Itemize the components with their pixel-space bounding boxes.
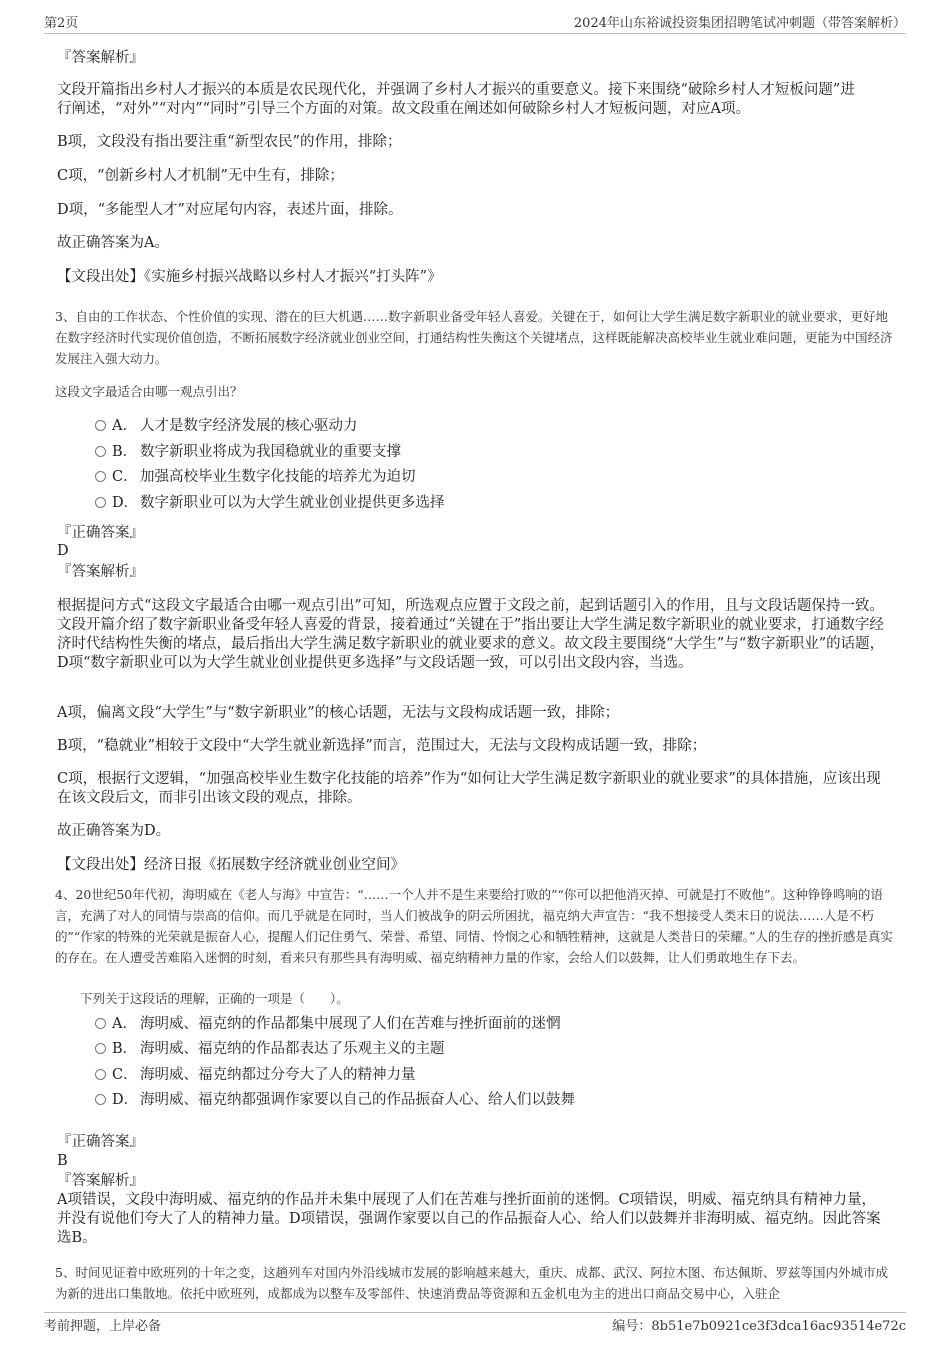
- q5-stem: 5、时间见证着中欧班列的十年之变，这趟列车对国内外沿线城市发展的影响越来越大，重庆、成都、武汉、阿拉木图、布达佩斯、罗兹等国内外城市成为新的进出口集散地。依托中欧班列，成都成为以整车及零部件、快速消费品等资源和五金机电为主的进出口商品交易中心，入驻企: [55, 1265, 888, 1301]
- q4-analysis-p1: A项错误，文段中海明威、福克纳的作品并未集中展现了人们在苦难与挫折面前的迷惘。C项错误，明威、福克纳具有精神力量，并没有说他们夸大了人的精神力量。D项错误，强调作家要以自己的作品振奋人心、给人们以鼓舞并非海明威、福克纳。因此答案选B。: [57, 1192, 881, 1246]
- q2-analysis-p1: 文段开篇指出乡村人才振兴的本质是农民现代化，并强调了乡村人才振兴的重要意义。接下来围绕“破除乡村人才短板问题”进行阐述，“对外”“对内”“同时”引导三个方面的对策。故文段重在阐述如何破除乡村人才短板问题，对应A项。: [57, 82, 855, 117]
- q4-question: 下列关于这段话的理解，正确的一项是（ ）。: [80, 991, 349, 1006]
- q2-source: 【文段出处】《实施乡村振兴战略以乡村人才振兴“打头阵”》: [57, 269, 442, 285]
- q3-option-c[interactable]: C． 加强高校毕业生数字化技能的培养尤为迫切: [95, 467, 416, 487]
- page-number: 第2页: [44, 16, 79, 31]
- header-divider: [44, 33, 906, 34]
- q2-analysis-label: 『答案解析』: [57, 50, 144, 66]
- document-code: 编号：8b51e7b0921ce3f3dca16ac93514e72c: [612, 1319, 906, 1334]
- radio-icon[interactable]: [95, 1018, 106, 1029]
- q4-answer-label: 『正确答案』: [57, 1134, 144, 1150]
- footer-divider: [44, 1312, 906, 1313]
- q3-stem: 3、自由的工作状态、个性价值的实现、潜在的巨大机遇……数字新职业备受年轻人喜爱。关键在于，如何让大学生满足数字新职业的就业要求，更好地在数字经济时代实现价值创造，不断拓展数字经济就业创业空间，打通结构性失衡这个关键堵点，这样既能解决高校毕业生就业难问题，更能为中国经济发展注入强大动力。: [55, 309, 893, 366]
- radio-icon[interactable]: [95, 1069, 106, 1080]
- radio-icon[interactable]: [95, 446, 106, 457]
- q3-question: 这段文字最适合由哪一观点引出？: [55, 384, 243, 399]
- q3-analysis-p1: 根据提问方式“这段文字最适合由哪一观点引出”可知，所选观点应置于文段之前，起到话题引入的作用，且与文段话题保持一致。文段开篇介绍了数字新职业备受年轻人喜爱的背景，接着通过“关键在于”指出要让大学生满足数字新职业的就业要求，打通数字经济时代结构性失衡的堵点，最后指出大学生满足数字新职业的就业要求的意义。故文段主要围绕“大学生”与“数字新职业”的话题，D项“数字新职业可以为大学生就业创业提供更多选择”与文段话题一致，可以引出文段内容，当选。: [57, 598, 885, 671]
- q3-analysis-p4: C项，根据行文逻辑，“加强高校毕业生数字化技能的培养”作为“如何让大学生满足数字新职业的就业要求”的具体措施，应该出现在该文段后文，而非引出该文段的观点，排除。: [57, 771, 881, 806]
- q3-answer: D: [57, 543, 69, 559]
- page-footer: [44, 1315, 906, 1334]
- q4-answer: B: [57, 1153, 68, 1169]
- q3-option-a[interactable]: A． 人才是数字经济发展的核心驱动力: [95, 416, 358, 436]
- q4-option-b[interactable]: B． 海明威、福克纳的作品都表达了乐观主义的主题: [95, 1039, 445, 1059]
- radio-icon[interactable]: [95, 420, 106, 431]
- q2-analysis-p3: C项，“创新乡村人才机制”无中生有，排除；: [57, 168, 344, 184]
- q3-analysis-p3: B项，“稳就业”相较于文段中“大学生就业新选择”而言，范围过大，无法与文段构成话题一致，排除；: [57, 738, 707, 754]
- q3-analysis-label: 『答案解析』: [57, 564, 144, 580]
- q2-analysis-conclusion: 故正确答案为A。: [57, 235, 169, 251]
- radio-icon[interactable]: [95, 497, 106, 508]
- q4-option-a[interactable]: A． 海明威、福克纳的作品都集中展现了人们在苦难与挫折面前的迷惘: [95, 1014, 561, 1034]
- q3-analysis-conclusion: 故正确答案为D。: [57, 823, 171, 839]
- q2-analysis-p2: B项，文段没有指出要注重“新型农民”的作用，排除；: [57, 134, 402, 150]
- q3-source: 【文段出处】经济日报《拓展数字经济就业创业空间》: [57, 857, 405, 873]
- document-title: 2024年山东裕诚投资集团招聘笔试冲刺题（带答案解析）: [573, 16, 906, 31]
- q2-analysis-p4: D项，“多能型人才”对应尾句内容，表述片面，排除。: [57, 202, 403, 218]
- radio-icon[interactable]: [95, 1043, 106, 1054]
- q4-option-d[interactable]: D． 海明威、福克纳都强调作家要以自己的作品振奋人心、给人们以鼓舞: [95, 1090, 575, 1110]
- q3-option-d[interactable]: D． 数字新职业可以为大学生就业创业提供更多选择: [95, 493, 445, 513]
- page-header: [44, 12, 906, 32]
- q3-answer-label: 『正确答案』: [57, 525, 144, 541]
- q4-option-c[interactable]: C． 海明威、福克纳都过分夸大了人的精神力量: [95, 1065, 416, 1085]
- q3-option-b[interactable]: B． 数字新职业将成为我国稳就业的重要支撑: [95, 442, 401, 462]
- radio-icon[interactable]: [95, 471, 106, 482]
- q3-analysis-p2: A项，偏离文段“大学生”与“数字新职业”的核心话题，无法与文段构成话题一致，排除；: [57, 705, 620, 721]
- q4-analysis-label: 『答案解析』: [57, 1173, 144, 1189]
- footer-slogan: 考前押题，上岸必备: [44, 1319, 162, 1334]
- q4-stem: 4、20世纪50年代初，海明威在《老人与海》中宣告：“……一个人并不是生来要给打败的”“你可以把他消灭掉、可就是打不败他”。这种铮铮鸣响的语言，充满了对人的同情与崇高的信仰。而几乎就是在同时，当人们被战争的阴云所困扰，福克纳大声宣告：“我不想接受人类末日的说法……人是不朽的”“作家的特殊的光荣就是振奋人心，提醒人们记住勇气、荣誉、希望、同情、怜悯之心和牺牲精神，这就是人类昔日的荣耀。”人的生存的挫折感是真实的存在。在人遭受苦难陷入迷惘的时刻，看来只有那些具有海明威、福克纳精神力量的作家，会给人们以鼓舞，让人们勇敢地生存下去。: [55, 887, 893, 965]
- radio-icon[interactable]: [95, 1094, 106, 1105]
